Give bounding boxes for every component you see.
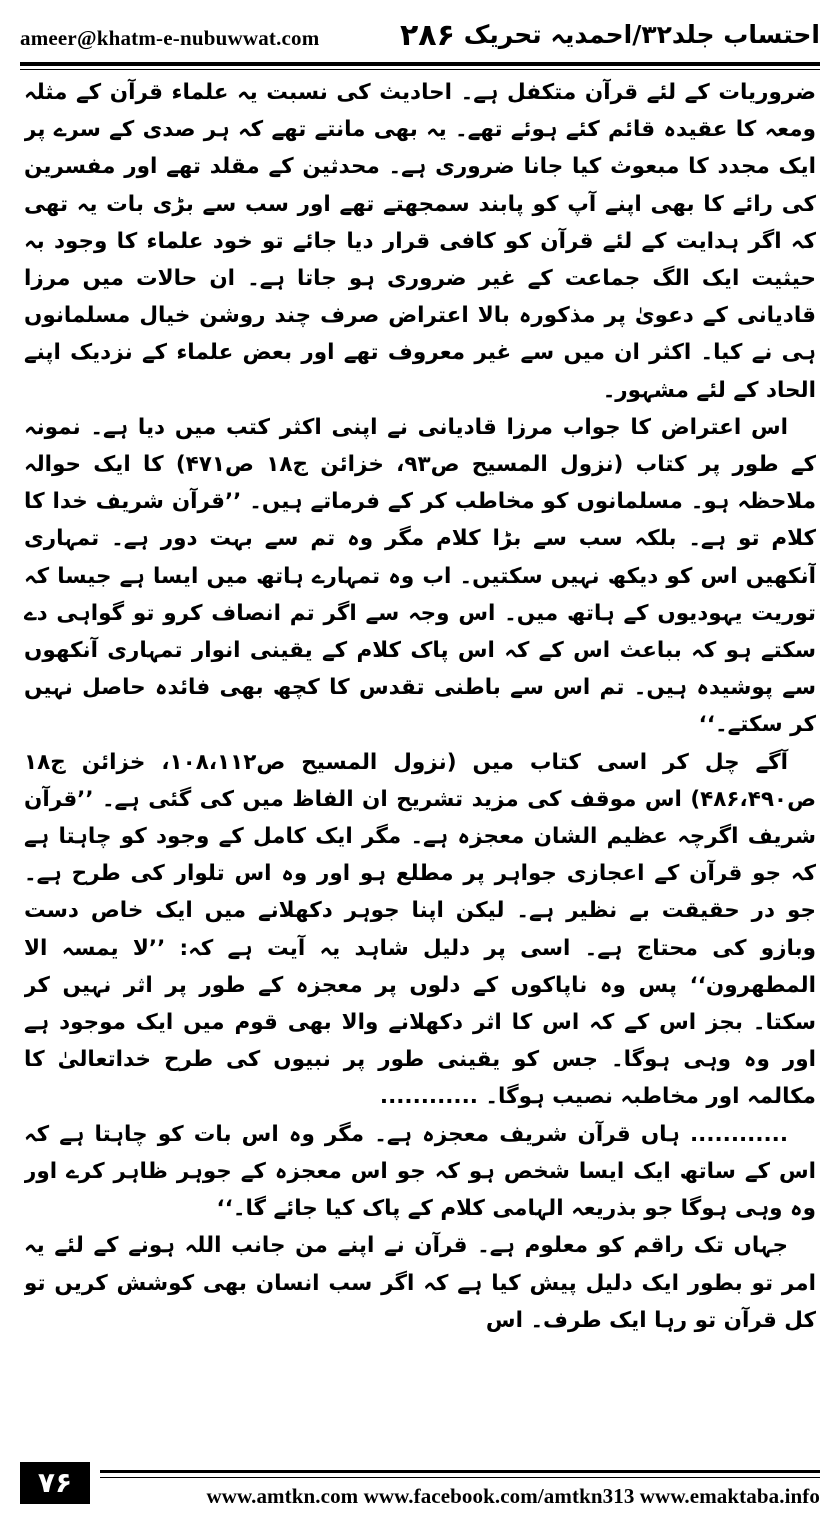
paragraph-5: جہاں تک راقم کو معلوم ہے۔ قرآن نے اپنے من جانب اللہ ہونے کے لئے یہ امر تو بطور ایک دلیل پیش کیا ہے کہ اگر سب انسان بھی کوشش کریں تو کل قرآن تو رہا ایک طرف۔ اس [24,1233,816,1333]
footer-links: www.amtkn.com www.facebook.com/amtkn313 www.emaktaba.info [206,1484,820,1508]
header-running-title: احتساب جلد۳۲/احمدیہ تحریک [463,20,820,49]
footer-page-number: ۷۶ [20,1462,90,1504]
body-text [24,74,816,1452]
footer-rule-thick [100,1470,820,1473]
page-header [20,14,820,58]
paragraph-2: اس اعتراض کا جواب مرزا قادیانی نے اپنی اکثر کتب میں دیا ہے۔ نمونہ کے طور پر کتاب (نزول المسیح ص۹۳، خزائن ج۱۸ ص۴۷۱) کا ایک حوالہ ملاحظہ ہو۔ مسلمانوں کو مخاطب کر کے فرماتے ہیں۔ ’’قرآن شریف خدا کا کلام تو ہے۔ بلکہ سب سے بڑا کلام مگر وہ تم سے بہت دور ہے۔ تمہاری آنکھیں اس کو دیکھ نہیں سکتیں۔ اب وہ تمہارے ہاتھ میں ایسا ہے جیسا کہ توریت یہودیوں کے ہاتھ میں۔ اس وجہ سے اگر تم انصاف کرو تو گواہی دے سکتے ہو کہ بباعث اس کے کہ اس پاک کلام کے یقینی انوار تمہاری آنکھوں سے پوشیدہ ہیں۔ تم اس سے باطنی تقدس کا کچھ بھی فائدہ حاصل نہیں کر سکتے۔‘‘ [24,414,816,738]
paragraph-1: ضروریات کے لئے قرآن متکفل ہے۔ احادیث کی نسبت یہ علماء قرآن کے مثلہ ومعہ کا عقیدہ قائم کئے ہوئے تھے۔ یہ بھی مانتے تھے کہ ہر صدی کے سرے پر ایک مجدد کا مبعوث کیا جانا ضروری ہے۔ محدثین کے مقلد تھے اور مفسرین کی رائے کا بھی اپنے آپ کو پابند سمجھتے تھے اور سب سے بڑی بات یہ تھی کہ اگر ہدایت کے لئے قرآن کو کافی قرار دیا جائے تو خود علماء کا وجود بہ حیثیت ایک الگ جماعت کے غیر ضروری ہو جاتا ہے۔ ان حالات میں مرزا قادیانی کے دعویٰ پر مذکورہ بالا اعتراض صرف چند روشن خیال مسلمانوں ہی نے کیا۔ اکثر ان میں سے غیر معروف تھے اور بعض علماء کے نزدیک اپنے الحاد کے لئے مشہور۔ [24,80,816,403]
paragraph-4: ............ ہاں قرآن شریف معجزہ ہے۔ مگر وہ اس بات کو چاہتا ہے کہ اس کے ساتھ ایک ایسا شخص ہو کہ جو اس معجزہ کے جوہر ظاہر کرے اور وہ وہی ہوگا جو بذریعہ الہامی کلام کے پاک کیا جائے گا۔‘‘ [24,1121,816,1222]
header-rule-thick [20,62,820,66]
header-rule-thin [20,69,820,70]
footer-rule-thin [100,1477,820,1478]
paragraph-3: آگے چل کر اسی کتاب میں (نزول المسیح ص۱۰۸،۱۱۲، خزائن ج۱۸ ص۴۸۶،۴۹۰) اس موقف کی مزید تشریح ان الفاظ میں کی گئی ہے۔ ’’قرآن شریف اگرچہ عظیم الشان معجزہ ہے۔ مگر ایک کامل کے وجود کو چاہتا ہے کہ جو قرآن کے اعجازی جواہر پر مطلع ہو اور وہ اس تلوار کی طرح ہے۔ جو در حقیقت بے نظیر ہے۔ لیکن اپنا جوہر دکھلانے میں ایک خاص دست وبازو کی محتاج ہے۔ اسی پر دلیل شاہد یہ آیت ہے کہ: ’’لا یمسہ الا المطھرون‘‘ پس وہ ناپاکوں کے دلوں پر معجزہ کے طور پر اثر نہیں کر سکتا۔ بجز اس کے کہ اس کا اثر دکھلانے والا بھی قوم میں ایک موجود ہے اور وہ وہی ہوگا۔ جس کو یقینی طور پر نبیوں کی طرح خداتعالیٰ کا مکالمہ اور مخاطبہ نصیب ہوگا۔ ............ [24,749,816,1110]
header-page-number: ۲۸۶ [400,18,455,53]
header-email: ameer@khatm-e-nubuwwat.com [20,26,320,50]
page-footer [20,1460,820,1532]
